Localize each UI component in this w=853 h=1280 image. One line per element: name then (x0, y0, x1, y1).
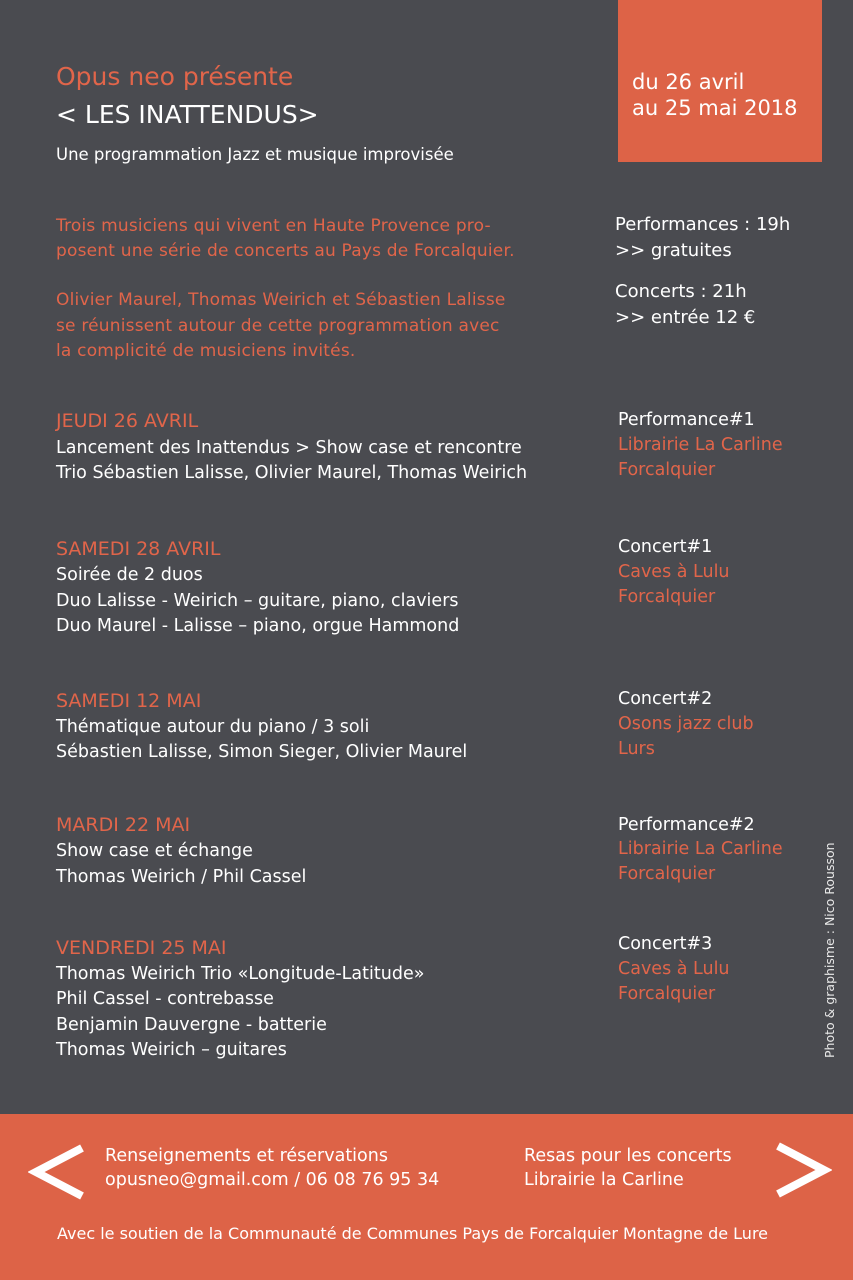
event-1-line-2: Trio Sébastien Lalisse, Olivier Maurel, Thomas Weirich (56, 463, 528, 483)
event-1-type: Performance#1 (618, 410, 755, 430)
chevron-right-icon (772, 1142, 832, 1198)
intro-line-2: posent une série de concerts au Pays de Forcalquier. (56, 241, 515, 261)
event-3-line-2: Sébastien Lalisse, Simon Sieger, Olivier Maurel (56, 742, 468, 762)
event-4-venue: Librairie La Carline (618, 839, 783, 859)
event-2-city: Forcalquier (618, 587, 716, 607)
event-2-line-1: Soirée de 2 duos (56, 565, 203, 585)
event-4-city: Forcalquier (618, 864, 716, 884)
event-5-type: Concert#3 (618, 934, 713, 954)
event-1-city: Forcalquier (618, 460, 716, 480)
resa-place: Librairie la Carline (524, 1170, 684, 1190)
event-4-line-2: Thomas Weirich / Phil Cassel (56, 867, 307, 887)
event-4-line-1: Show case et échange (56, 841, 253, 861)
date-banner (618, 0, 822, 162)
event-2-type: Concert#1 (618, 537, 713, 557)
photo-credit: Photo & graphisme : Nico Rousson (822, 842, 837, 1058)
intro-line-5: la complicité de musiciens invités. (56, 341, 356, 361)
concerts-time: Concerts : 21h (615, 281, 747, 302)
info-contact: opusneo@gmail.com / 06 08 76 95 34 (105, 1170, 440, 1190)
event-5-line-3: Benjamin Dauvergne - batterie (56, 1015, 327, 1035)
event-5-venue: Caves à Lulu (618, 959, 730, 979)
chevron-left-icon (28, 1144, 88, 1200)
intro-line-3: Olivier Maurel, Thomas Weirich et Sébastien Lalisse (56, 290, 506, 310)
event-1-date: JEUDI 26 AVRIL (56, 410, 199, 432)
event-5-city: Forcalquier (618, 984, 716, 1004)
event-4-date: MARDI 22 MAI (56, 814, 191, 836)
date-start: du 26 avril (632, 70, 745, 94)
event-2-venue: Caves à Lulu (618, 562, 730, 582)
page-subtitle: Une programmation Jazz et musique improvisée (56, 145, 454, 164)
event-5-line-2: Phil Cassel - contrebasse (56, 989, 274, 1009)
footer (0, 1114, 853, 1280)
performances-time: Performances : 19h (615, 214, 791, 235)
info-title: Renseignements et réservations (105, 1146, 388, 1166)
event-3-city: Lurs (618, 739, 655, 759)
event-4-type: Performance#2 (618, 815, 755, 835)
resa-title: Resas pour les concerts (524, 1146, 732, 1166)
event-2-line-2: Duo Lalisse - Weirich – guitare, piano, claviers (56, 591, 459, 611)
intro-line-1: Trois musiciens qui vivent en Haute Provence pro- (56, 216, 491, 236)
page-title: < LES INATTENDUS> (56, 100, 319, 129)
date-end: au 25 mai 2018 (632, 96, 798, 120)
concerts-price: >> entrée 12 € (615, 307, 756, 328)
event-2-date: SAMEDI 28 AVRIL (56, 538, 221, 560)
event-3-line-1: Thématique autour du piano / 3 soli (56, 717, 370, 737)
event-1-venue: Librairie La Carline (618, 435, 783, 455)
event-3-venue: Osons jazz club (618, 714, 754, 734)
event-5-line-4: Thomas Weirich – guitares (56, 1040, 287, 1060)
event-5-line-1: Thomas Weirich Trio «Longitude-Latitude» (56, 964, 425, 984)
event-2-line-3: Duo Maurel - Lalisse – piano, orgue Hammond (56, 616, 460, 636)
event-5-date: VENDREDI 25 MAI (56, 937, 227, 959)
event-3-type: Concert#2 (618, 689, 713, 709)
intro-line-4: se réunissent autour de cette programmation avec (56, 316, 500, 336)
event-3-date: SAMEDI 12 MAI (56, 690, 202, 712)
support-notice: Avec le soutien de la Communauté de Communes Pays de Forcalquier Montagne de Lure (57, 1224, 769, 1243)
event-1-line-1: Lancement des Inattendus > Show case et rencontre (56, 438, 522, 458)
presenter-heading: Opus neo présente (56, 62, 294, 91)
performances-price: >> gratuites (615, 240, 732, 261)
